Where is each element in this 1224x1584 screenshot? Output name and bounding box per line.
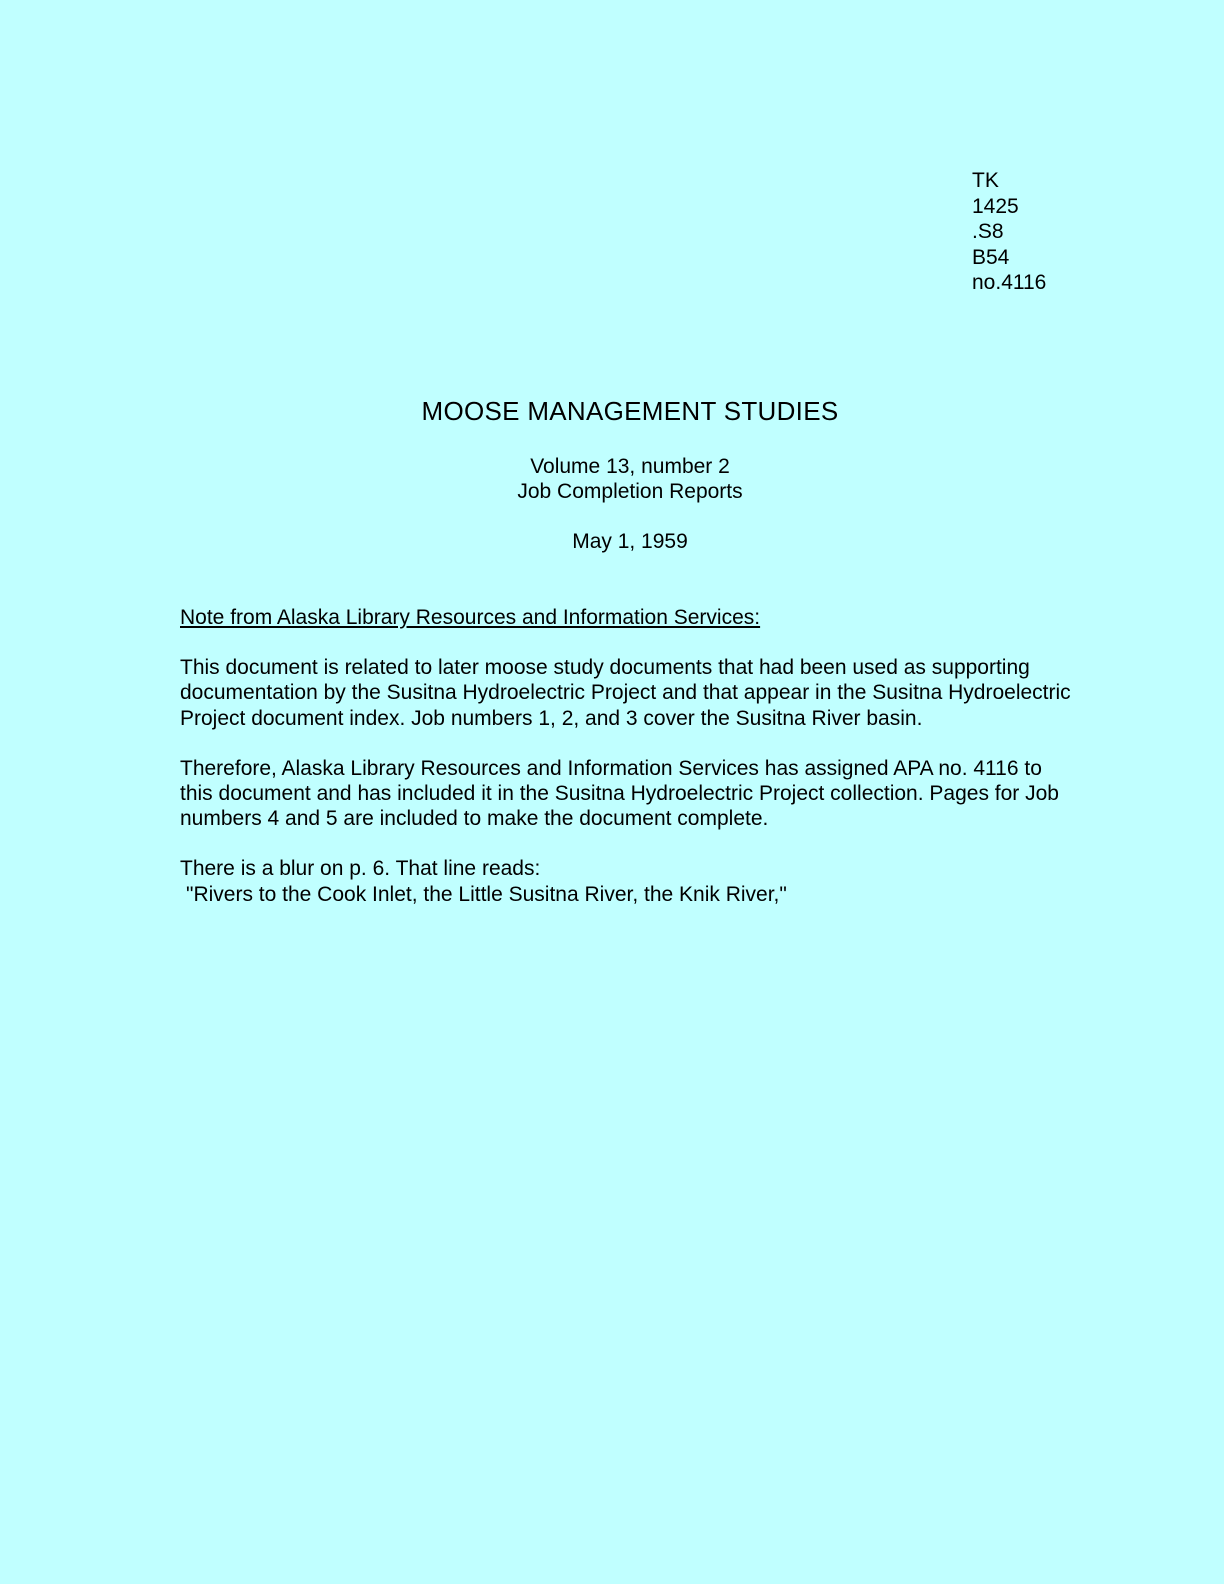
- note-heading: Note from Alaska Library Resources and Information Services:: [180, 606, 761, 629]
- document-date: May 1, 1959: [572, 530, 688, 553]
- blur-notice: There is a blur on p. 6. That line reads:: [180, 857, 541, 881]
- call-number-line-2: 1425: [972, 194, 1019, 218]
- library-note: [180, 605, 1080, 907]
- call-number-line-1: TK: [972, 169, 999, 192]
- call-number-line-5: no.4116: [972, 271, 1047, 294]
- call-number-line-4: B54: [972, 245, 1010, 269]
- note-paragraph-1: This document is related to later moose study documents that had been used as supporting documentation by the Susitna Hydroelectric Project and that appear in the Susitna Hydroelectric Project document index. Job numbers 1, 2, and 3 cover the Susitna River basin.: [180, 656, 1071, 730]
- document-subtitle: [0, 454, 1224, 504]
- quoted-line: "Rivers to the Cook Inlet, the Little Susitna River, the Knik River,": [186, 882, 787, 906]
- report-type-line: Job Completion Reports: [517, 480, 743, 503]
- volume-line: Volume 13, number 2: [530, 455, 730, 478]
- note-paragraph-2: Therefore, Alaska Library Resources and Information Services has assigned APA no. 4116 to this document and has included it in the Susitna Hydroelectric Project collection. Pages for Job numbers 4 and 5 are included to make the document complete.: [180, 756, 1059, 831]
- call-number-line-3: .S8: [972, 220, 1004, 243]
- call-number: [972, 168, 1046, 296]
- document-title: MOOSE MANAGEMENT STUDIES: [421, 396, 839, 426]
